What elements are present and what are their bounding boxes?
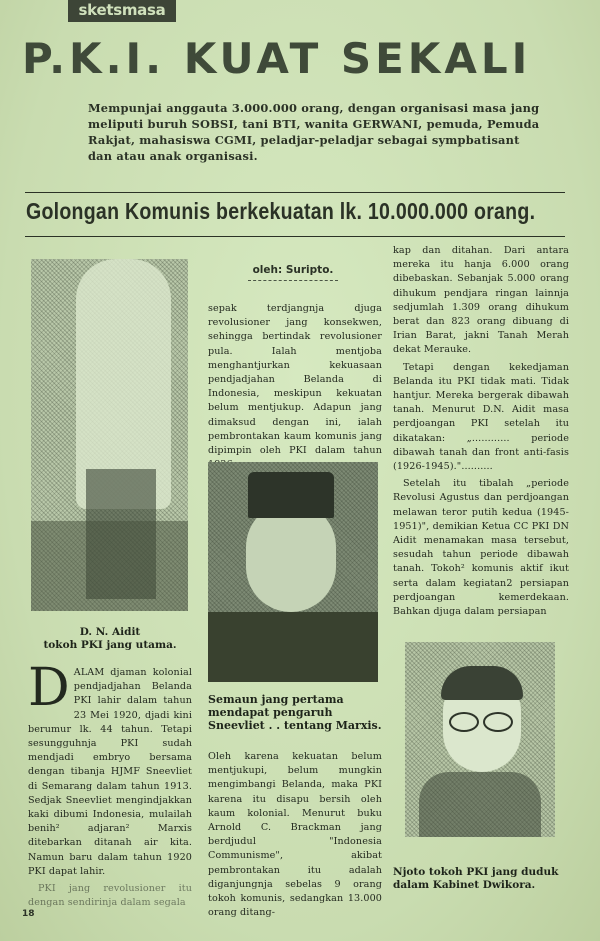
photo-face <box>246 502 336 612</box>
paragraph: kap dan ditahan. Dari antara mereka itu hanja 6.000 orang dibebaskan. Sebanjak 5.000 orang dihukum pendjara ringan lainnja sedjumlah 1.309 orang dihukum berat dan 823 orang dibuang di Irian Barat, jakni Tanah Merah dekat Merauke. <box>393 245 569 356</box>
top-rule <box>25 192 565 193</box>
page-number: 18 <box>22 909 35 919</box>
glasses-lens-left <box>449 712 479 732</box>
photo-body <box>419 772 541 837</box>
paragraph-text: ALAM djaman kolonial pendjadjahan Belanda PKI lahir dalam tahun 23 Mei 1920, djadi kini berumur lk. 44 tahun. Tetapi sesungguhnja PKI sudah mendjadi embryo bersama dengan tibanja HJMF Sneevliet di Semarang dalam tahun 1913. Sedjak Sneevliet mengindjakkan kaki dibumi Indonesia, mulailah benih² adjaran² Marxis ditebarkan ditanah air kita. Namun baru dalam tahun 1920 PKI dapat lahir. <box>28 667 192 877</box>
column-middle-top <box>208 302 382 472</box>
paragraph: PKI jang revolusioner itu dengan sendirinja dalam segala <box>28 883 192 909</box>
paragraph: Setelah itu tibalah „periode Revolusi Agustus dan perdjoangan melawan teror putih kedua (1945-1951)", demikian Ketua CC PKI DN Aidit menamakan masa tersebut, sesudah tahun periode dibawah tanah. Tokoh² komunis aktif ikut serta dalam kegiatan2 persiapan perdjoangan kemerdekaan. Bahkan djuga dalam persiapan <box>393 478 569 618</box>
photo-glasses <box>449 712 515 730</box>
magazine-masthead: sketsmasa <box>68 0 176 22</box>
caption-semaun: Semaun jang pertama mendapat pengaruh Sneevliet . . tentang Marxis. <box>208 693 382 732</box>
paragraph <box>28 658 192 879</box>
headline: P.K.I. KUAT SEKALI <box>22 34 532 83</box>
subheadline: Golongan Komunis berkekuatan lk. 10.000.000 orang. <box>26 198 536 224</box>
glasses-lens-right <box>483 712 513 732</box>
dropcap: D <box>28 658 70 718</box>
column-right <box>393 244 569 619</box>
paragraph: Tetapi dengan kekedjaman Belanda itu PKI tidak mati. Tidak hantjur. Mereka bergerak dibawah tanah. Menurut D.N. Aidit masa perdjoangan PKI setelah itu dikatakan: „............ periode dibawah tanah dan front anti-fasis (1926-1945).".......... <box>393 361 569 473</box>
caption-aidit <box>30 626 190 652</box>
photo-coat <box>208 612 378 682</box>
lead-paragraph: Mempunjai anggauta 3.000.000 orang, dengan organisasi masa jang meliputi buruh SOBSI, tani BTI, wanita GERWANI, pemuda, Pemuda Rakjat, mahasiswa CGMI, peladjar-peladjar sebagai sympbatisant dan atau anak organisasi. <box>88 101 540 163</box>
column-left <box>28 658 192 910</box>
byline: oleh: Suripto. <box>248 264 338 281</box>
paragraph: Oleh karena kekuatan belum mentjukupi, belum mungkin mengimbangi Belanda, maka PKI karena itu disapu bersih oleh kaum kolonial. Menurut buku Arnold C. Brackman jang berdjudul "Indonesia Communisme", akibat pembrontakan itu adalah diganjungnja sebelas 9 orang tokoh komunis, sedangkan 13.000 orang ditang- <box>208 751 382 919</box>
bottom-rule <box>25 236 565 237</box>
photo-ground <box>31 521 188 611</box>
caption-aidit-desc: tokoh PKI jang utama. <box>43 639 177 651</box>
photo-semaun <box>208 462 378 682</box>
photo-cap <box>248 472 334 518</box>
photo-hair <box>441 666 523 700</box>
column-middle-bottom <box>208 750 382 920</box>
caption-aidit-name: D. N. Aidit <box>79 626 141 638</box>
photo-njoto <box>405 642 555 837</box>
paragraph: sepak terdjangnja djuga revolusioner jang konsekwen, sehingga bertindak revolusioner pula. Ialah mentjoba menghantjurkan kekuasaan pendjadjahan Belanda di Indonesia, meskipun kekuatan belum mentjukup. Adapun jang dimaksud dengan ini, ialah pembrontakan kaum komunis jang dipimpin oleh PKI dalam tahun <box>208 303 382 457</box>
caption-njoto: Njoto tokoh PKI jang duduk dalam Kabinet Dwikora. <box>393 866 559 891</box>
photo-aidit <box>31 259 188 611</box>
